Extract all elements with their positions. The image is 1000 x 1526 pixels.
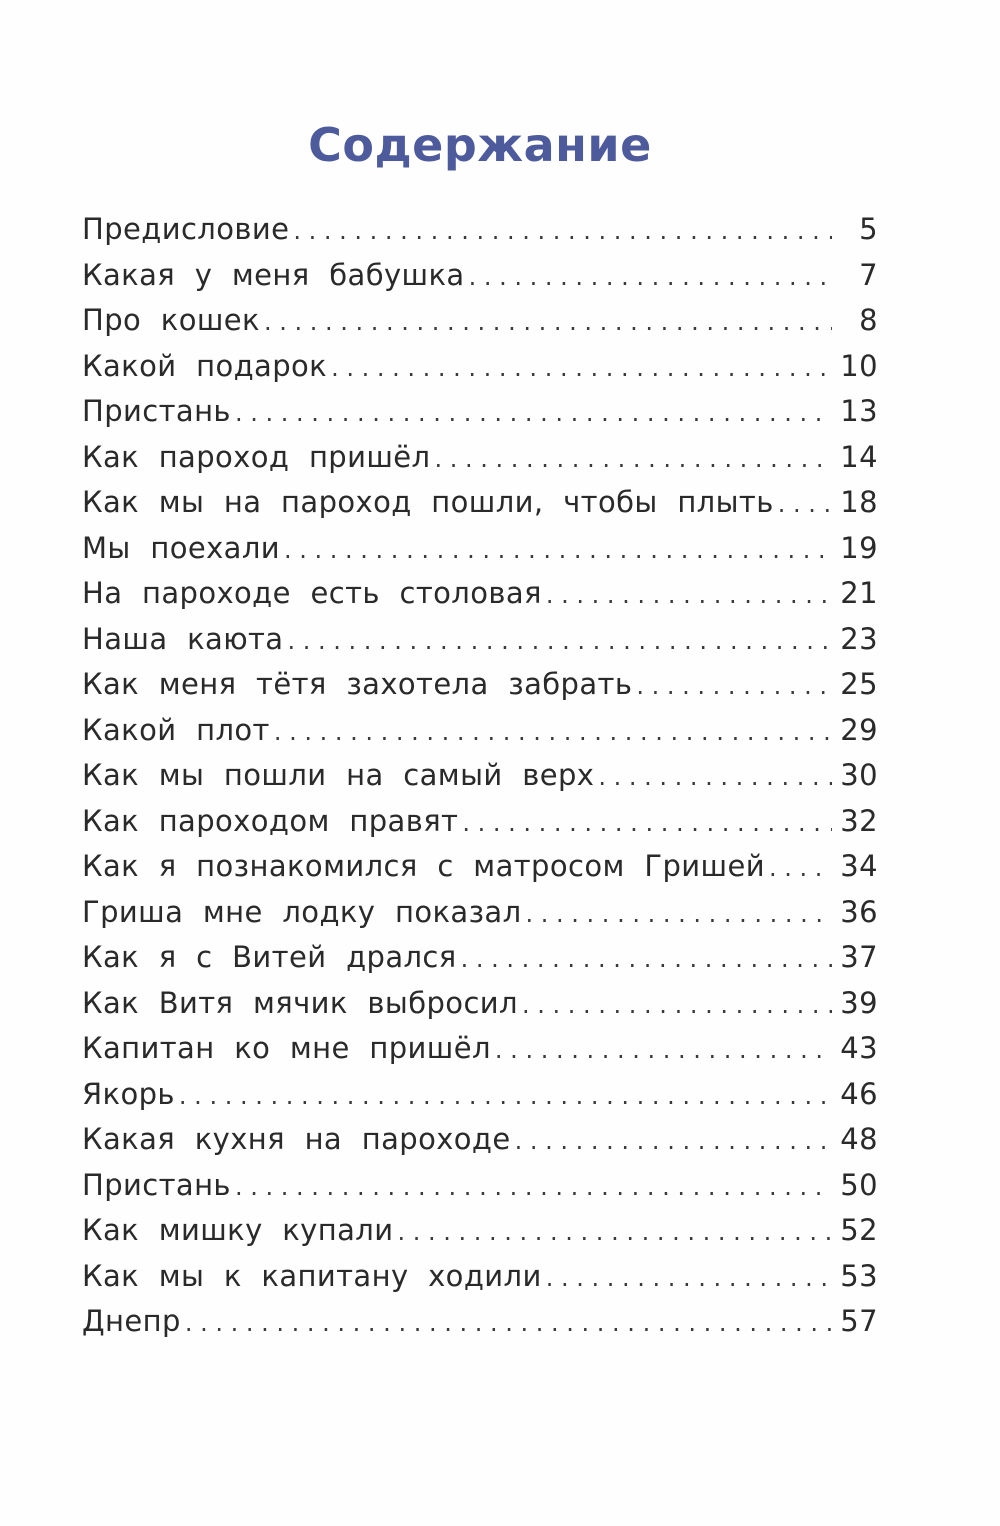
toc-entry-page: 29	[840, 712, 878, 747]
toc-entry[interactable]	[82, 258, 878, 304]
dot-leader	[526, 900, 832, 930]
dot-leader	[284, 536, 832, 566]
dot-leader	[546, 581, 832, 611]
toc-entry-label: Как мы пошли на самый верх	[82, 758, 595, 792]
toc-entry-page: 53	[840, 1258, 878, 1293]
toc-entry[interactable]	[82, 1304, 878, 1350]
toc-entry[interactable]	[82, 1031, 878, 1077]
toc-entry-label: Капитан ко мне пришёл	[82, 1031, 491, 1065]
dot-leader	[331, 354, 832, 384]
toc-entry-page: 25	[840, 667, 878, 701]
toc-entry-page: 48	[840, 1122, 878, 1156]
toc-entry-label: Как пароход пришёл	[82, 439, 431, 474]
toc-entry-page: 46	[840, 1076, 878, 1111]
toc-entry[interactable]	[82, 394, 878, 440]
toc-entry-page: 30	[840, 758, 878, 792]
toc-entry-page: 52	[840, 1213, 878, 1247]
toc-entry-page: 13	[840, 394, 878, 428]
toc-entry-label: Как мишку купали	[82, 1213, 394, 1247]
toc-entry[interactable]	[82, 895, 878, 941]
dot-leader	[515, 1127, 832, 1157]
toc-entry[interactable]	[82, 1259, 878, 1305]
toc-entry[interactable]	[82, 349, 878, 395]
dot-leader	[264, 308, 832, 338]
toc-entry-page: 19	[840, 530, 878, 565]
toc-entry[interactable]	[82, 622, 878, 668]
toc-entry[interactable]	[82, 713, 878, 759]
toc-entry-label: Как Витя мячик выбросил	[82, 985, 518, 1020]
toc-entry[interactable]	[82, 440, 878, 486]
toc-entry-label: Про кошек	[82, 303, 260, 337]
toc-entry[interactable]	[82, 576, 878, 622]
toc-entry-page: 43	[840, 1031, 878, 1065]
toc-entry-label: Как я познакомился с матросом Гришей	[82, 849, 765, 883]
toc-entry-page: 50	[840, 1167, 878, 1202]
toc-entry[interactable]	[82, 1122, 878, 1168]
toc-entry[interactable]	[82, 940, 878, 986]
dot-leader	[636, 672, 832, 702]
toc-entry-label: Якорь	[82, 1076, 175, 1111]
toc-entry-page: 57	[840, 1304, 878, 1338]
toc-entry[interactable]	[82, 804, 878, 850]
toc-entry-label: Пристань	[82, 394, 231, 428]
toc-entry-page: 8	[859, 303, 878, 337]
dot-leader	[293, 217, 832, 247]
dot-leader	[397, 1218, 832, 1248]
toc-entry-page: 18	[840, 485, 878, 519]
toc-entry-label: Наша каюта	[82, 621, 284, 656]
toc-entry-label: Как пароходом правят	[82, 803, 459, 838]
toc-entry-label: Днепр	[82, 1304, 181, 1338]
toc-entry[interactable]	[82, 531, 878, 577]
dot-leader	[461, 945, 832, 975]
toc-entry-page: 37	[840, 940, 878, 974]
toc-entry[interactable]	[82, 303, 878, 349]
toc-entry-page: 5	[859, 212, 878, 246]
dot-leader	[235, 1173, 832, 1203]
toc-entry[interactable]	[82, 1213, 878, 1259]
toc-entry[interactable]	[82, 849, 878, 895]
dot-leader	[469, 263, 832, 293]
toc-entry-page: 32	[840, 803, 878, 838]
toc-entry-label: Какая кухня на пароходе	[82, 1122, 511, 1156]
toc-entry-label: На пароходе есть столовая	[82, 576, 542, 610]
toc-entry[interactable]	[82, 1077, 878, 1123]
page-title: Содержание	[308, 118, 652, 172]
table-of-contents	[82, 212, 878, 1350]
toc-entry[interactable]	[82, 758, 878, 804]
toc-entry-label: Гриша мне лодку показал	[82, 894, 522, 929]
dot-leader	[235, 399, 832, 429]
toc-entry-page: 34	[840, 849, 878, 883]
dot-leader	[274, 718, 832, 748]
toc-entry-label: Какой плот	[82, 712, 270, 747]
dot-leader	[434, 445, 832, 475]
dot-leader	[462, 809, 832, 839]
toc-entry[interactable]	[82, 485, 878, 531]
dot-leader	[185, 1309, 832, 1339]
dot-leader	[778, 490, 832, 520]
toc-entry-label: Мы поехали	[82, 530, 280, 565]
dot-leader	[546, 1264, 832, 1294]
toc-entry-page: 23	[840, 621, 878, 656]
toc-entry[interactable]	[82, 1168, 878, 1214]
toc-entry[interactable]	[82, 986, 878, 1032]
dot-leader	[495, 1036, 832, 1066]
dot-leader	[179, 1082, 832, 1112]
toc-entry-page: 36	[840, 894, 878, 929]
dot-leader	[522, 991, 832, 1021]
toc-entry-page: 39	[840, 985, 878, 1020]
toc-entry[interactable]	[82, 212, 878, 258]
toc-entry-label: Предисловие	[82, 212, 290, 246]
toc-entry-label: Какой подарок	[82, 348, 328, 383]
dot-leader	[598, 763, 832, 793]
toc-entry-page: 7	[859, 257, 878, 292]
toc-entry-page: 21	[840, 576, 878, 610]
toc-entry-label: Как мы на пароход пошли, чтобы плыть	[82, 485, 774, 519]
toc-entry-label: Как меня тётя захотела забрать	[82, 667, 633, 701]
toc-entry-label: Как я с Витей дрался	[82, 940, 457, 974]
toc-entry-page: 14	[840, 439, 878, 474]
dot-leader	[769, 854, 832, 884]
toc-entry-label: Какая у меня бабушка	[82, 257, 465, 292]
toc-entry-label: Как мы к капитану ходили	[82, 1258, 542, 1293]
toc-entry-page: 10	[840, 348, 878, 383]
toc-entry-label: Пристань	[82, 1167, 231, 1202]
toc-entry[interactable]	[82, 667, 878, 713]
dot-leader	[287, 627, 832, 657]
